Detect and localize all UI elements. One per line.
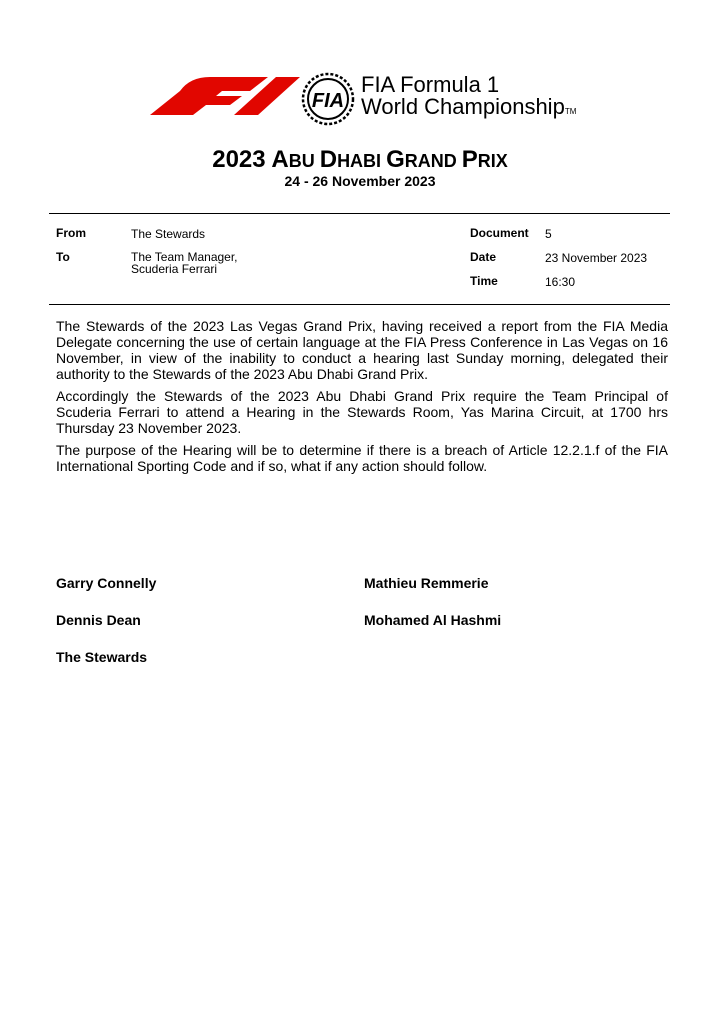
decision-body [56, 318, 668, 480]
event-dates: 24 - 26 November 2023 [284, 173, 436, 189]
from-label: From [56, 226, 86, 240]
date-label: Date [470, 250, 497, 264]
header-bottom-rule [49, 304, 670, 305]
document-label: Document [470, 226, 529, 240]
body-paragraph-1: The Stewards of the 2023 Las Vegas Grand Prix, having received a report from the FIA Media Delegate concerning the use of certain language at the FIA Press Conference in Las Vegas on 16 November, in view of the inability to conduct a hearing last Sunday morning, delegated their authority to the Stewards of the 2023 Abu Dhabi Grand Prix. [56, 318, 668, 382]
fia-seal-icon [300, 72, 356, 126]
to-label: To [56, 250, 70, 264]
from-value: The Stewards [131, 227, 206, 241]
body-paragraph-3: The purpose of the Hearing will be to determine if there is a breach of Article 12.2.1.f of the FIA International Sporting Code and if so, what if any action should follow. [56, 442, 668, 474]
signatory-mathieu-remmerie: Mathieu Remmerie [364, 575, 489, 591]
brand-line1: FIA Formula 1 [361, 72, 500, 97]
signatory-dennis-dean: Dennis Dean [56, 612, 141, 628]
signatory-mohamed-al-hashmi: Mohamed Al Hashmi [364, 612, 502, 628]
document-value: 5 [545, 227, 552, 241]
fia-seal-text: FIA [311, 90, 345, 112]
trademark-mark: TM [564, 107, 577, 116]
time-label: Time [470, 274, 498, 288]
brand-wordmark [361, 74, 576, 123]
f1-logo-icon [150, 77, 300, 115]
date-value: 23 November 2023 [545, 251, 648, 265]
to-value: The Team Manager, Scuderia Ferrari [131, 250, 238, 276]
signatory-garry-connelly: Garry Connelly [56, 575, 157, 591]
header-top-rule [49, 213, 670, 214]
time-value: 16:30 [545, 275, 576, 289]
stewards-footer: The Stewards [56, 649, 148, 665]
brand-line2: World ChampionshipTM [361, 94, 577, 119]
fia-f1-logo [150, 72, 590, 126]
event-title: 2023 ABU DHABI GRAND PRIX [212, 146, 508, 173]
body-paragraph-2: Accordingly the Stewards of the 2023 Abu Dhabi Grand Prix require the Team Principal of Scuderia Ferrari to attend a Hearing in the Stewards Room, Yas Marina Circuit, at 1700 hrs Thursday 23 November 2023. [56, 388, 668, 436]
